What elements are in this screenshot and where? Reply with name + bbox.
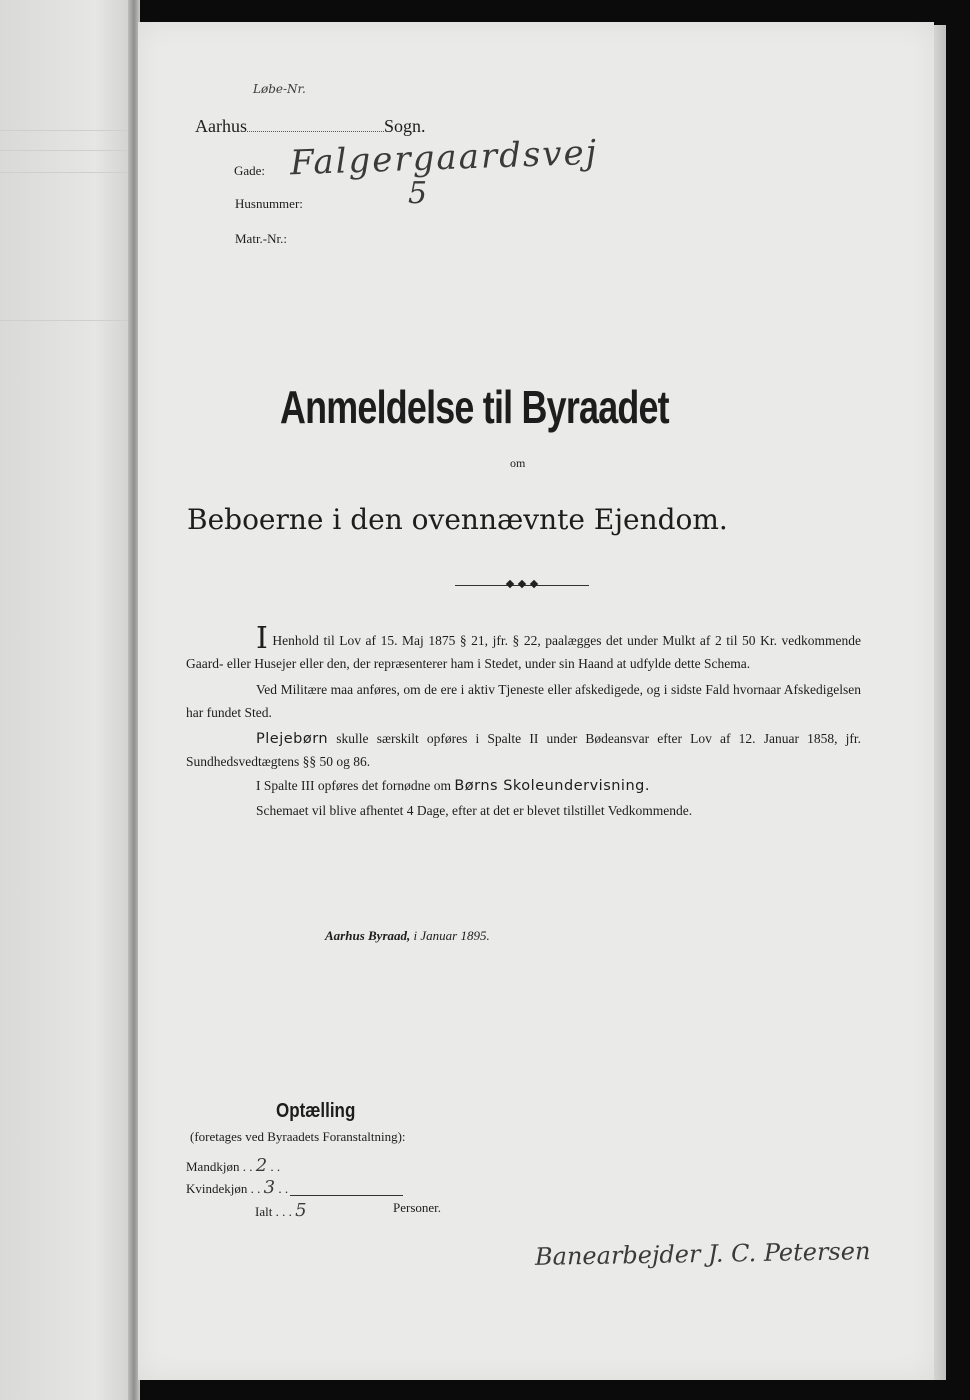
skoleundervisning-emphasis: Børns Skoleundervisning.: [454, 778, 650, 794]
gade-handwritten-value: Falgergaardsvej: [289, 132, 599, 184]
signature-handwritten: Banearbejder J. C. Petersen: [534, 1237, 871, 1271]
count-note: (foretages ved Byraadets Foranstaltning):: [190, 1129, 406, 1144]
parish-dotted-line: [247, 131, 384, 132]
lobe-nr-label: Løbe-Nr.: [253, 82, 306, 96]
kvindekjon-row: Kvindekjøn . . 3 . .: [186, 1177, 289, 1198]
sum-rule: [290, 1195, 403, 1196]
paragraph-henhold-text: Henhold til Lov af 15. Maj 1875 § 21, jfr. § 22, paalægges det under Mulkt af 2 til 50 Kr. vedkommende Gaard- eller Husejer eller den, der repræsenterer ham i Stedet, under sin Haand at udfylde dette Schema.: [186, 633, 861, 671]
personer-label: Personer.: [393, 1200, 442, 1215]
paragraph-henhold: [186, 621, 861, 675]
dateline-date: i Januar 1895.: [413, 928, 490, 943]
sogn-label: Sogn.: [384, 116, 426, 136]
dateline-org: Aarhus Byraad,: [325, 928, 411, 943]
document-subtitle: Beboerne i den ovennævnte Ejendom.: [187, 503, 728, 536]
count-heading: Optælling: [276, 1100, 356, 1122]
kvindekjon-value: 3: [263, 1177, 276, 1198]
dateline: [325, 928, 490, 944]
paragraph-militaere: Ved Militære maa anføres, om de ere i aktiv Tjeneste eller afskedigede, og i sidste Fald hvornaar Afskedigelsen har fundet Sted.: [186, 682, 861, 720]
ialt-row: Ialt . . . 5: [255, 1200, 307, 1221]
mandkjon-row: Mandkjøn . . 2 . .: [186, 1155, 281, 1176]
paragraph-plejeborn: [186, 728, 861, 773]
ialt-label: Ialt: [255, 1204, 273, 1219]
paragraph-spalte-iii: [186, 775, 861, 798]
husnummer-handwritten-value: 5: [408, 176, 428, 211]
paragraph-schemaet: Schemaet vil blive afhentet 4 Dage, efter at det er blevet tilstillet Vedkommende.: [256, 802, 693, 818]
parish-line: [195, 116, 426, 137]
matr-label: Matr.-Nr.:: [235, 231, 287, 246]
kvindekjon-label: Kvindekjøn: [186, 1181, 248, 1196]
husnummer-label: Husnummer:: [235, 196, 303, 211]
spalte-iii-text: I Spalte III opføres det fornødne om: [256, 778, 451, 793]
mandkjon-label: Mandkjøn: [186, 1159, 240, 1174]
left-page: [0, 0, 136, 1400]
ornament-divider: [455, 585, 589, 586]
drop-initial: I: [256, 621, 268, 656]
plejeborn-emphasis: Plejebørn: [256, 731, 329, 747]
document-title: Anmeldelse til Byraadet: [280, 381, 669, 433]
instructions-body: [186, 621, 862, 822]
ialt-value: 5: [295, 1200, 307, 1221]
mandkjon-value: 2: [255, 1155, 268, 1176]
om-connector: om: [510, 456, 526, 470]
city-name: Aarhus: [195, 116, 247, 136]
plejeborn-text: skulle særskilt opføres i Spalte II under Bødeansvar efter Lov af 12. Januar 1858, jfr. Sundhedsvedtægtens §§ 50 og 86.: [186, 731, 862, 769]
gade-label: Gade:: [234, 163, 266, 178]
page-edge: [934, 25, 946, 1380]
